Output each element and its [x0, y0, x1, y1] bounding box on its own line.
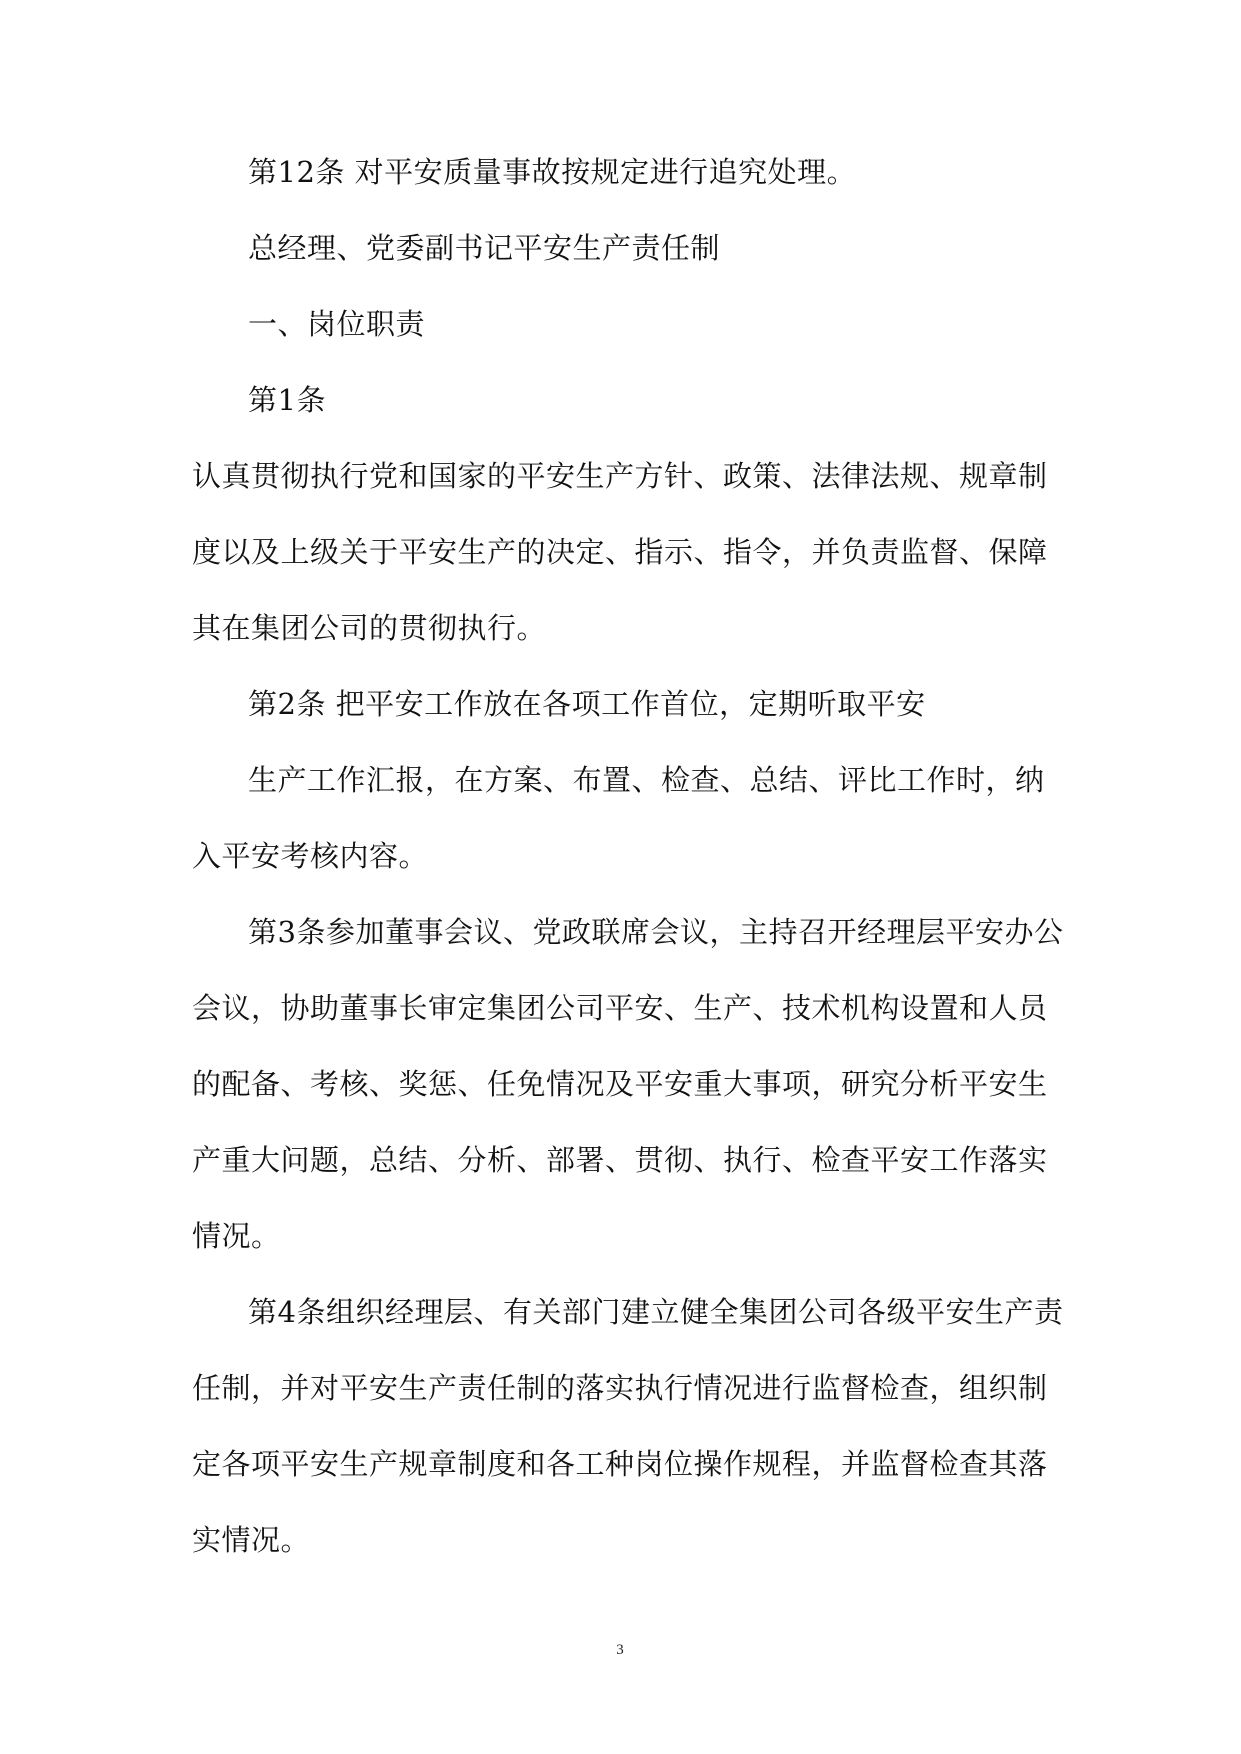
article-4-line-4: 实情况。: [192, 1523, 311, 1557]
article-3-line-2: 会议，协助董事长审定集团公司平安、生产、技术机构设置和人员: [192, 991, 1048, 1025]
article-12-line: 第12条 对平安质量事故按规定进行追究处理。: [248, 155, 857, 189]
article-3-line-1: 第3条参加董事会议、党政联席会议，主持召开经理层平安办公: [248, 915, 1064, 949]
article-4-line-3: 定各项平安生产规章制度和各工种岗位操作规程，并监督检查其落: [192, 1447, 1048, 1481]
article-3-line-3: 的配备、考核、奖惩、任免情况及平安重大事项，研究分析平安生: [192, 1067, 1048, 1101]
section-heading: 总经理、党委副书记平安生产责任制: [248, 231, 721, 265]
article-1-title: 第1条: [248, 383, 326, 417]
article-2-line-1: 第2条 把平安工作放在各项工作首位，定期听取平安: [248, 687, 926, 721]
article-2-line-2: 生产工作汇报，在方案、布置、检查、总结、评比工作时，纳: [248, 763, 1045, 797]
subsection-heading: 一、岗位职责: [248, 307, 426, 341]
article-3-line-5: 情况。: [192, 1219, 281, 1253]
article-4-line-2: 任制，并对平安生产责任制的落实执行情况进行监督检查，组织制: [192, 1371, 1048, 1405]
article-1-text-line-3: 其在集团公司的贯彻执行。: [192, 611, 547, 645]
article-1-text-line-1: 认真贯彻执行党和国家的平安生产方针、政策、法律法规、规章制: [192, 459, 1048, 493]
article-3-line-4: 产重大问题，总结、分析、部署、贯彻、执行、检查平安工作落实: [192, 1143, 1048, 1177]
article-2-line-3: 入平安考核内容。: [192, 839, 429, 873]
article-1-text-line-2: 度以及上级关于平安生产的决定、指示、指令，并负责监督、保障: [192, 535, 1048, 569]
page-number: 3: [616, 1642, 624, 1658]
article-4-line-1: 第4条组织经理层、有关部门建立健全集团公司各级平安生产责: [248, 1295, 1064, 1329]
